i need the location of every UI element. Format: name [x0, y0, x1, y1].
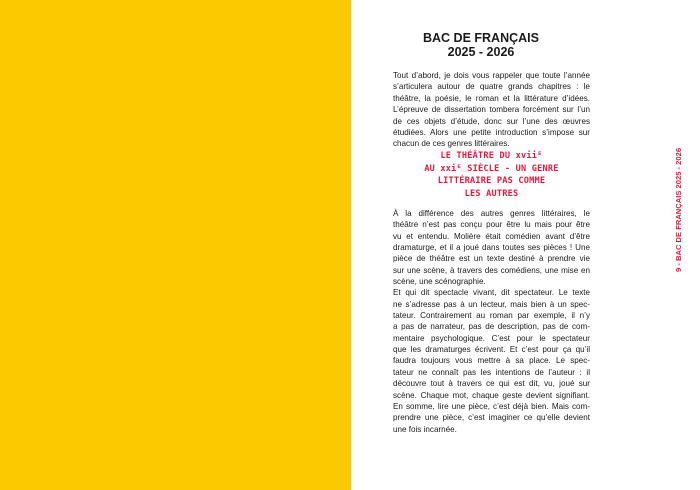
body-line: scène. Chaque mot, chaque geste devient signifiant.: [393, 390, 590, 400]
intro-line: de ces objets d’étude, donc sur l’une des œuvres: [393, 116, 590, 126]
body-line: ne s’adresse pas à un lecteur, mais bien à un spec-: [393, 299, 590, 309]
body-line: pièce de théâtre est un texte destiné à prendre vie: [393, 254, 590, 264]
body-line: vu et entendu. Molière était comédien avant d’être: [393, 231, 590, 241]
heading-line: LE THÉÂTRE DU xviiᴱ: [440, 151, 543, 161]
body-line: Et qui dit spectacle vivant, dit spectateur. Le texte: [393, 288, 590, 298]
body-line: sur une scène, à travers des comédiens, une mise en: [393, 265, 590, 275]
body-line: prendre une pièce, c’est imaginer ce qu’elle devient: [393, 413, 590, 423]
heading-line: LITTÉRAIRE PAS COMME: [437, 176, 546, 187]
intro-line: théâtre, la poésie, le roman et la littérature d’idées.: [393, 93, 590, 103]
intro-line: chacun de ces genres littéraires.: [393, 139, 510, 149]
body-line: que les dramaturges écrivent. Et c’est pour ça qu’il: [393, 345, 590, 355]
body-line: tateur. Contrairement au roman par exemple, il n’y: [393, 311, 590, 321]
heading-line: LES AUTRES: [464, 189, 519, 200]
body-line: faudra toujours vous mettre à sa place. Le spec-: [393, 356, 590, 366]
intro-paragraph: [393, 70, 590, 150]
body-line: scène, une scénographie.: [393, 277, 486, 287]
body-line: En somme, lire une pièce, c’est déjà bien. Mais com-: [393, 401, 590, 411]
intro-line: L’épreuve de dissertation tombera forcément sur l’un: [393, 105, 590, 115]
intro-line: Tout d’abord, je dois vous rappeler que toute l’année: [393, 71, 590, 80]
section-heading: [393, 150, 590, 201]
body-line: À la différence des autres genres littéraires, le: [393, 209, 590, 218]
body-line: mentaire psychologique. C’est pour le spectateur: [393, 333, 590, 343]
intro-line: étudiées. Alors une petite introduction s’impose sur: [393, 128, 590, 138]
running-head: [672, 95, 684, 275]
running-head-text: 9 - BAC DE FRANÇAIS 2025 - 2026: [674, 147, 683, 272]
title-year-line: 2025 - 2026: [447, 45, 515, 59]
body-line: une fois incarnée.: [393, 424, 457, 434]
body-line: découvre tout à travers ce qui est dit, vu, joué sur: [393, 379, 590, 389]
title-line: BAC DE FRANÇAIS: [423, 31, 539, 45]
heading-line: AU xxiᴱ SIÈCLE - UN GENRE: [424, 163, 559, 174]
body-line: dramaturge, et il a joué dans toutes ses pièces ! Une: [393, 243, 590, 253]
body-line: théâtre n’est pas conçu pour être lu mais pour être: [393, 220, 590, 230]
body-line: a pas de narrateur, pas de description, pas de com-: [393, 322, 590, 332]
body-paragraphs: [393, 208, 590, 435]
body-line: tateur ne connaît pas les intentions de l’auteur : il: [393, 367, 590, 377]
intro-line: s’articulera autour de quatre grands chapitres : le: [393, 82, 590, 92]
page-title: [393, 31, 569, 59]
